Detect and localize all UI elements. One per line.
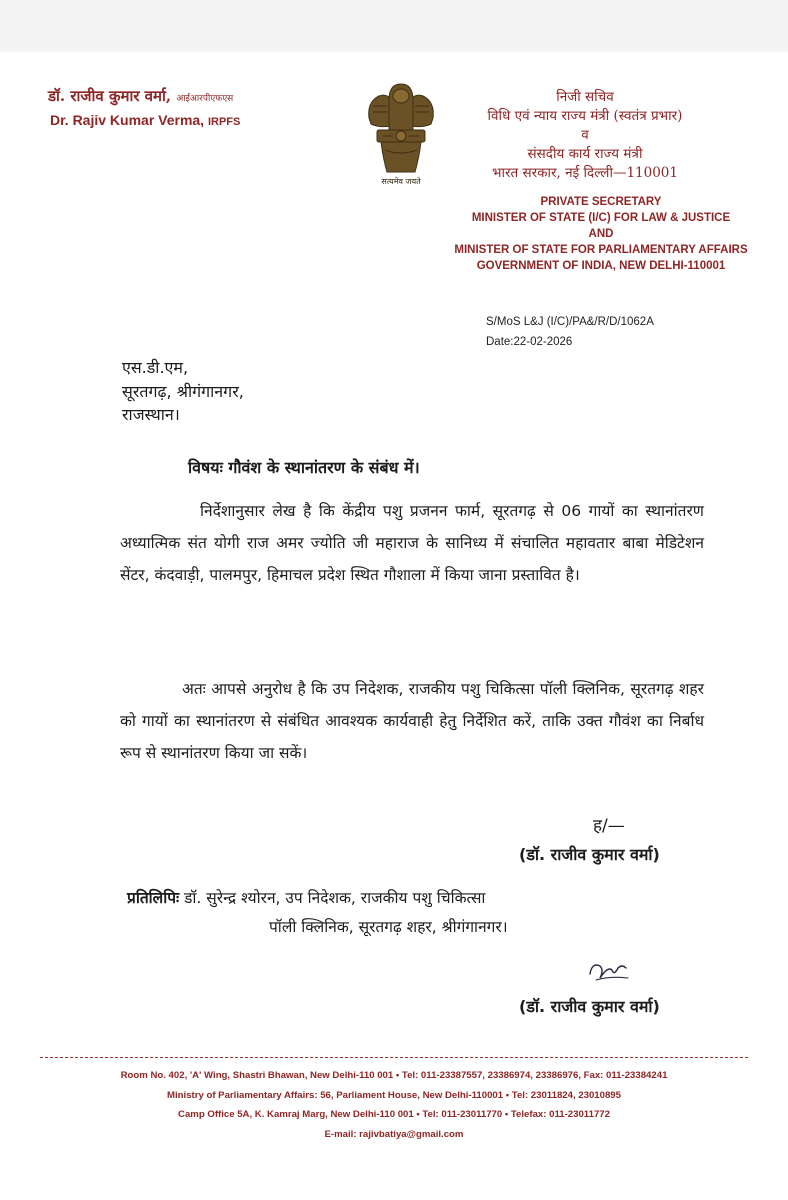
letter-date: Date:22-02-2026 — [486, 336, 573, 348]
copy-to-line: पॉली क्लिनिक, सूरतगढ़ शहर, श्रीगंगानगर। — [269, 918, 508, 936]
office-hindi-line: भारत सरकार, नई दिल्ली—110001 — [492, 165, 678, 181]
lion-capital-icon — [361, 78, 441, 176]
sender-name-hindi-text: डॉ. राजीव कुमार वर्मा, — [48, 87, 172, 105]
handwritten-signature — [586, 956, 632, 986]
footer-divider — [40, 1057, 748, 1058]
addressee-block — [122, 356, 244, 427]
office-english-line: GOVERNMENT OF INDIA, NEW DELHI-110001 — [476, 260, 726, 272]
footer-line: Room No. 402, 'A' Wing, Shastri Bhawan, New Delhi-110 001 • Tel: 011-23387557, 23386974, 23386976, Fax: 011-23384241 — [120, 1070, 668, 1081]
office-english-line: PRIVATE SECRETARY — [540, 196, 662, 208]
office-hindi-line: विधि एवं न्याय राज्य मंत्री (स्वतंत्र प्रभार) — [487, 108, 683, 124]
sender-name-english-text: Dr. Rajiv Kumar Verma, — [50, 112, 205, 128]
office-hindi-line: निजी सचिव — [556, 89, 614, 105]
footer-line: Ministry of Parliamentary Affairs: 56, Parliament House, New Delhi-110001 • Tel: 23011824, 23010895 — [167, 1089, 621, 1101]
signed-mark: ह/— — [593, 816, 625, 836]
office-title-hindi — [440, 88, 730, 183]
body-paragraph-1: निर्देशानुसार लेख है कि केंद्रीय पशु प्रजनन फार्म, सूरतगढ़ से 06 गायों का स्थानांतरण अध्यात्मिक संत योगी राज अमर ज्योति जी महाराज के सानिध्य में संचालित महावतार बाबा मेडिटेशन सेंटर, कंदवाड़ी, पालमपुर, हिमाचल प्रदेश स्थित गौशाला में किया जाना प्रस्तावित है। — [120, 502, 704, 584]
footer-contact — [30, 1066, 758, 1144]
signatory-name-signed: (डॉ. राजीव कुमार वर्मा) — [519, 997, 660, 1016]
office-english-line: MINISTER OF STATE FOR PARLIAMENTARY AFFAIRS — [454, 244, 748, 256]
sender-name-hindi — [48, 86, 233, 106]
emblem-motto: सत्यमेव जयते — [381, 177, 421, 186]
office-english-line: AND — [588, 228, 614, 240]
body-paragraph-2: अतः आपसे अनुरोध है कि उप निदेशक, राजकीय पशु चिकित्सा पॉली क्लिनिक, सूरतगढ़ शहर को गायों का स्थानांतरण से संबंधित आवश्यक कार्यवाही हेतु निर्देशित करें, ताकि उक्त गौवंश का निर्बाध रूप से स्थानांतरण किया जा सकें। — [120, 680, 704, 762]
signatory-name: (डॉ. राजीव कुमार वर्मा) — [519, 845, 660, 864]
addressee-line: राजस्थान। — [122, 405, 180, 424]
addressee-line: एस.डी.एम, — [122, 358, 189, 377]
sender-name-english — [50, 112, 240, 128]
reference-block — [486, 312, 654, 352]
office-english-line: MINISTER OF STATE (I/C) FOR LAW & JUSTICE — [471, 212, 731, 224]
office-hindi-line: संसदीय कार्य राज्य मंत्री — [527, 146, 643, 162]
footer-line: Camp Office 5A, K. Kamraj Marg, New Delhi-110 001 • Tel: 011-23011770 • Telefax: 011-23011772 — [178, 1109, 610, 1120]
subject-line: विषयः गौवंश के स्थानांतरण के संबंध में। — [188, 458, 420, 477]
addressee-line: सूरतगढ़, श्रीगंगानगर, — [122, 381, 244, 401]
scan-top-band — [0, 0, 788, 52]
office-hindi-line: व — [581, 127, 589, 143]
office-title-english — [440, 194, 762, 274]
footer-email: E-mail: rajivbatiya@gmail.com — [324, 1128, 464, 1140]
sender-suffix-hindi: आईआरपीएफएस — [176, 94, 234, 104]
copy-to-line: डॉ. सुरेन्द्र श्योरन, उप निदेशक, राजकीय पशु चिकित्सा — [184, 889, 486, 907]
state-emblem — [361, 78, 441, 198]
reference-number: S/MoS L&J (I/C)/PA&/R/D/1062A — [486, 316, 654, 328]
copy-to-block — [127, 884, 707, 942]
copy-to-label: प्रतिलिपिः — [127, 889, 180, 907]
sender-suffix-english: IRPFS — [207, 116, 241, 128]
